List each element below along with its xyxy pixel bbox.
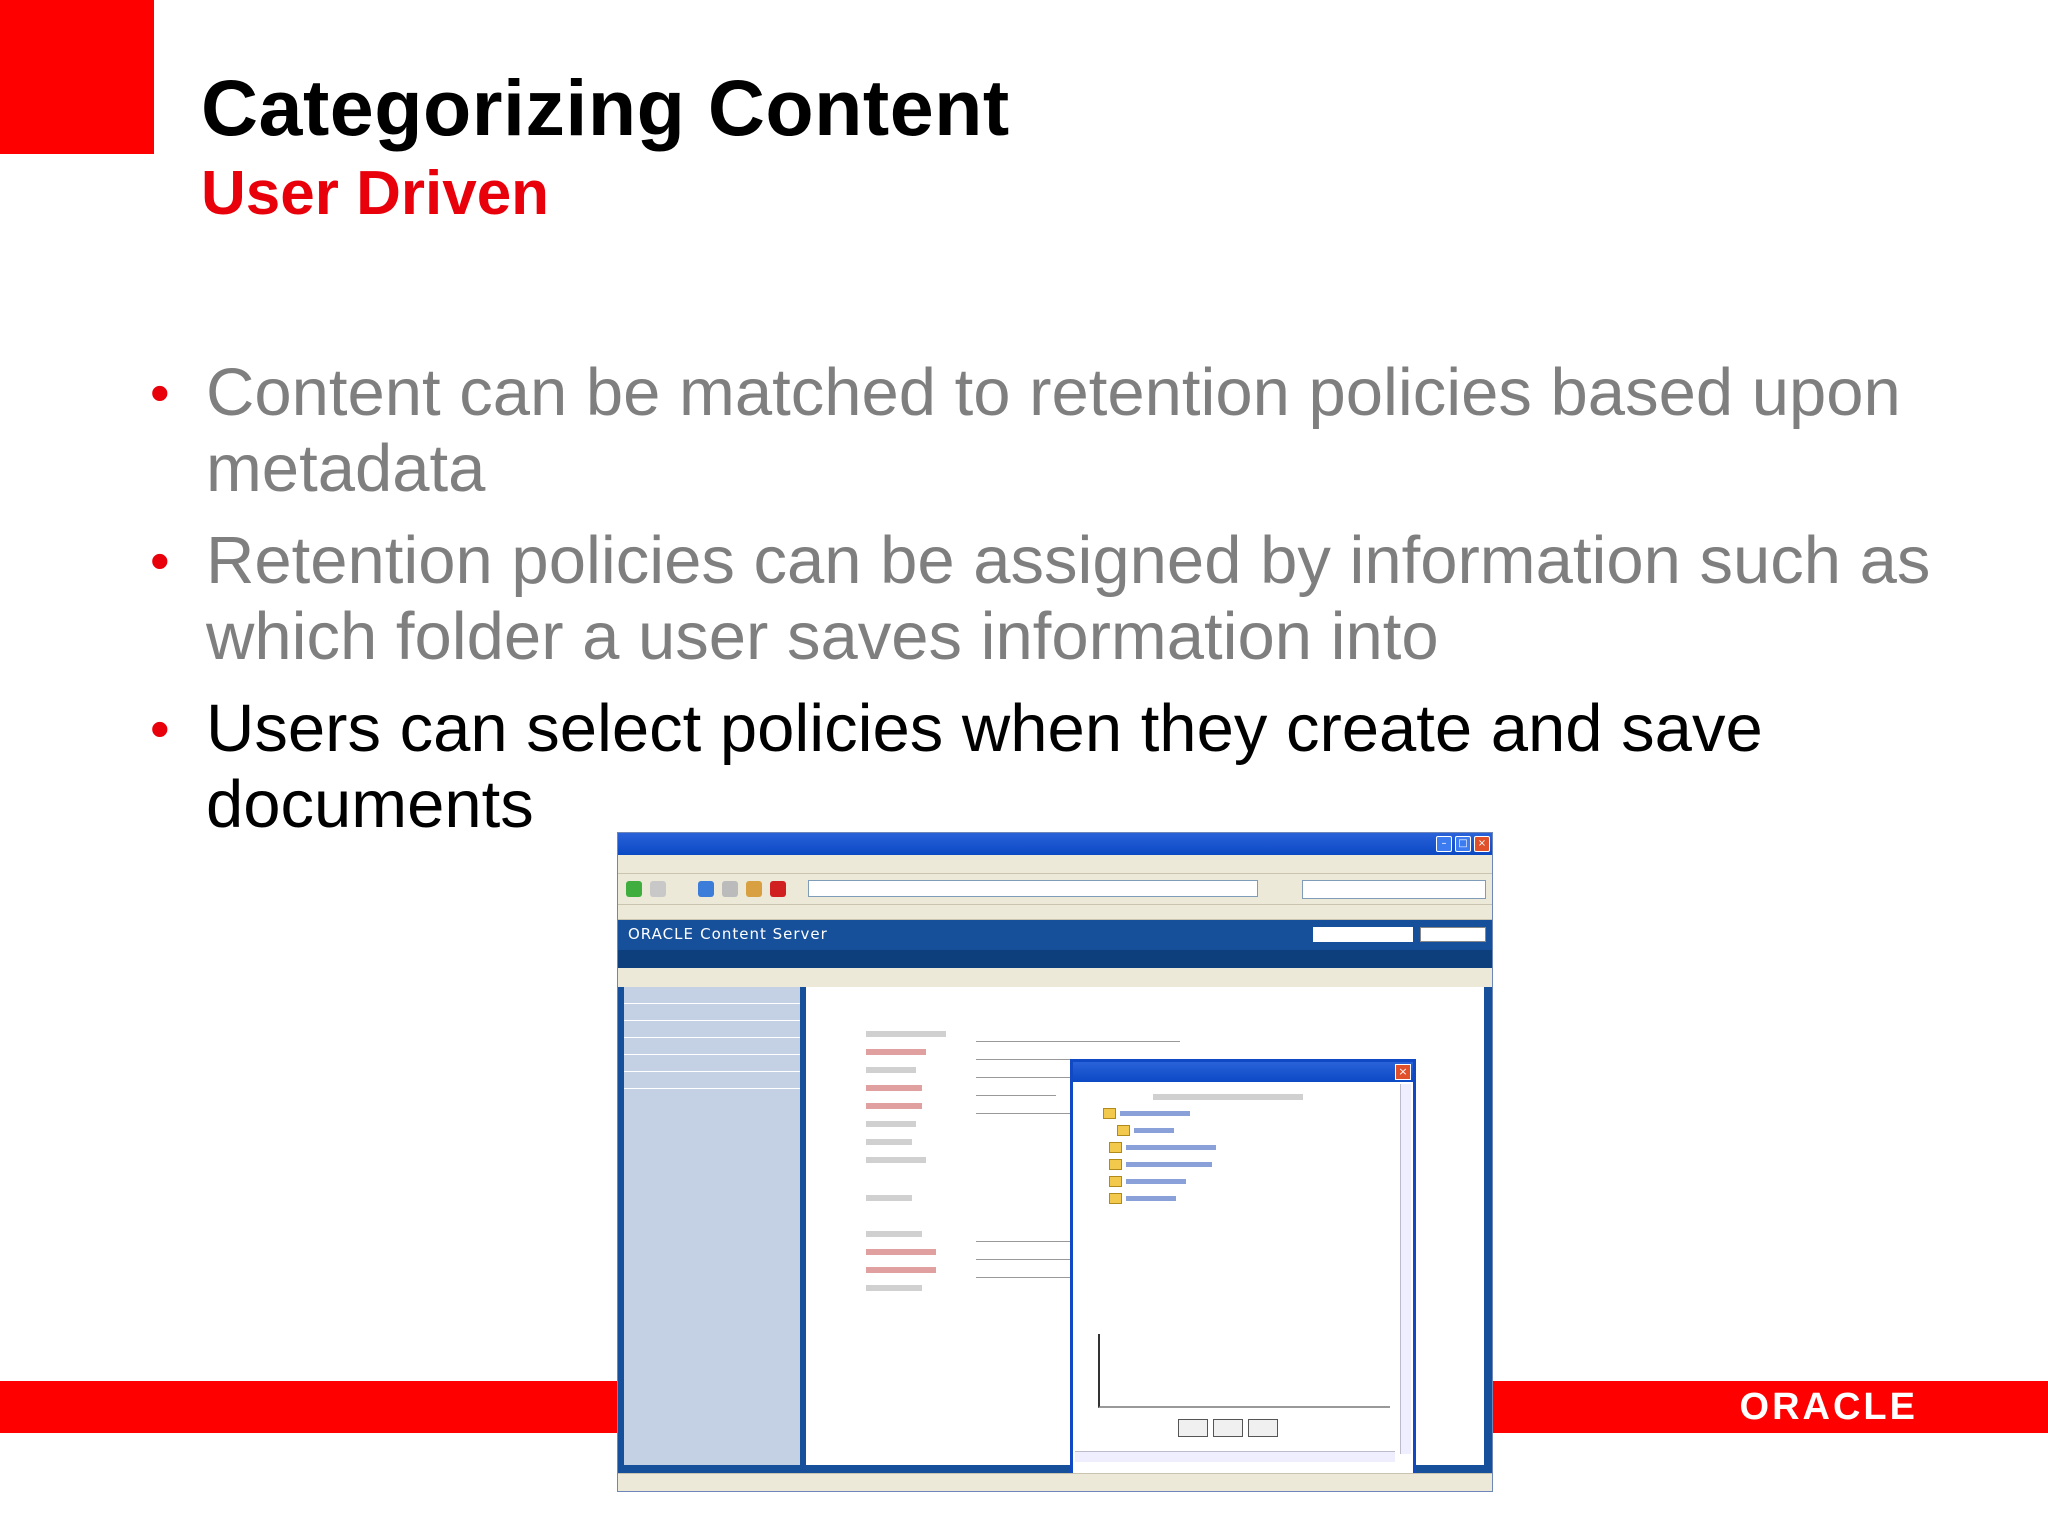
forward-icon bbox=[650, 881, 666, 897]
form-label bbox=[866, 1231, 922, 1237]
slide-subtitle: User Driven bbox=[201, 159, 550, 228]
form-label bbox=[866, 1031, 946, 1037]
form-field bbox=[976, 1083, 1056, 1096]
slide-title: Categorizing Content bbox=[201, 63, 1010, 152]
content-server-nav bbox=[618, 950, 1492, 968]
folder-icon bbox=[1109, 1176, 1122, 1187]
left-navigation bbox=[624, 987, 800, 1465]
quick-search-field bbox=[1313, 927, 1413, 942]
category-tree bbox=[1103, 1106, 1216, 1208]
popup-title-bar bbox=[1073, 1062, 1413, 1082]
form-label bbox=[866, 1085, 922, 1091]
form-label bbox=[866, 1285, 922, 1291]
popup-close-icon: × bbox=[1395, 1064, 1411, 1080]
maximize-icon: □ bbox=[1455, 836, 1471, 852]
bullet-text: Retention policies can be assigned by information such as which folder a user saves information into bbox=[206, 523, 1931, 674]
form-label bbox=[866, 1067, 916, 1073]
form-label bbox=[866, 1049, 926, 1055]
folder-icon bbox=[1109, 1193, 1122, 1204]
form-field bbox=[976, 1047, 1076, 1060]
tree-node bbox=[1103, 1106, 1216, 1123]
back-icon bbox=[626, 881, 642, 897]
stop-icon bbox=[722, 881, 738, 897]
folder-icon bbox=[1117, 1125, 1130, 1136]
form-field bbox=[976, 1229, 1076, 1242]
nav-item bbox=[624, 987, 800, 1004]
nav-item bbox=[624, 1072, 800, 1089]
home-icon bbox=[746, 881, 762, 897]
popup-button bbox=[1248, 1419, 1278, 1437]
form-label bbox=[866, 1249, 936, 1255]
folder-icon bbox=[1109, 1159, 1122, 1170]
popup-heading bbox=[1153, 1094, 1303, 1100]
category-picker-popup bbox=[1070, 1059, 1416, 1483]
nav-item bbox=[624, 1055, 800, 1072]
bullet-dot-icon: • bbox=[150, 529, 170, 592]
form-field bbox=[976, 1065, 1076, 1078]
form-label bbox=[866, 1195, 912, 1201]
nav-item bbox=[624, 1004, 800, 1021]
tree-node bbox=[1103, 1191, 1216, 1208]
form-label bbox=[866, 1103, 922, 1109]
nav-item bbox=[624, 1038, 800, 1055]
popup-button bbox=[1213, 1419, 1243, 1437]
minimize-icon: – bbox=[1436, 836, 1452, 852]
corner-accent bbox=[0, 0, 154, 154]
browser-title-bar bbox=[618, 833, 1492, 855]
form-field bbox=[976, 1101, 1076, 1114]
selected-categories-box bbox=[1098, 1334, 1390, 1408]
folder-icon bbox=[1109, 1142, 1122, 1153]
bookmark-icon bbox=[770, 881, 786, 897]
refresh-icon bbox=[698, 881, 714, 897]
tree-node bbox=[1103, 1123, 1216, 1140]
browser-search-field bbox=[1302, 880, 1486, 899]
content-server-header bbox=[618, 920, 1492, 950]
content-server-logo: ORACLE Content Server bbox=[628, 925, 828, 943]
bullet-item bbox=[150, 355, 2010, 507]
browser-toolbar bbox=[618, 874, 1492, 905]
form-field bbox=[976, 1247, 1076, 1260]
bullet-text: Users can select policies when they create and save documents bbox=[206, 691, 1763, 842]
bullet-dot-icon: • bbox=[150, 361, 170, 424]
form-field bbox=[976, 1029, 1180, 1042]
form-label bbox=[866, 1157, 926, 1163]
links-bar bbox=[618, 905, 1492, 920]
browser-status-bar bbox=[618, 1473, 1492, 1491]
form-label bbox=[866, 1139, 912, 1145]
address-bar bbox=[808, 880, 1258, 897]
embedded-browser-screenshot bbox=[617, 832, 1493, 1492]
popup-button bbox=[1178, 1419, 1208, 1437]
tree-node bbox=[1103, 1140, 1216, 1157]
oracle-logo: ORACLE bbox=[1739, 1386, 1918, 1428]
bullet-text: Content can be matched to retention policies based upon metadata bbox=[206, 355, 1901, 506]
form-label bbox=[866, 1121, 916, 1127]
folder-icon bbox=[1103, 1108, 1116, 1119]
browser-menu-bar bbox=[618, 855, 1492, 874]
bullet-dot-icon: • bbox=[150, 697, 170, 760]
popup-horizontal-scrollbar bbox=[1075, 1451, 1395, 1462]
tree-node bbox=[1103, 1174, 1216, 1191]
quick-search-button bbox=[1420, 927, 1486, 942]
bullet-item bbox=[150, 691, 2010, 843]
close-icon: × bbox=[1474, 836, 1490, 852]
form-field bbox=[976, 1265, 1076, 1278]
tree-node bbox=[1103, 1157, 1216, 1174]
nav-item bbox=[624, 1021, 800, 1038]
bullet-list bbox=[150, 355, 2010, 859]
bullet-item bbox=[150, 523, 2010, 675]
form-label bbox=[866, 1267, 936, 1273]
popup-vertical-scrollbar bbox=[1400, 1084, 1411, 1454]
